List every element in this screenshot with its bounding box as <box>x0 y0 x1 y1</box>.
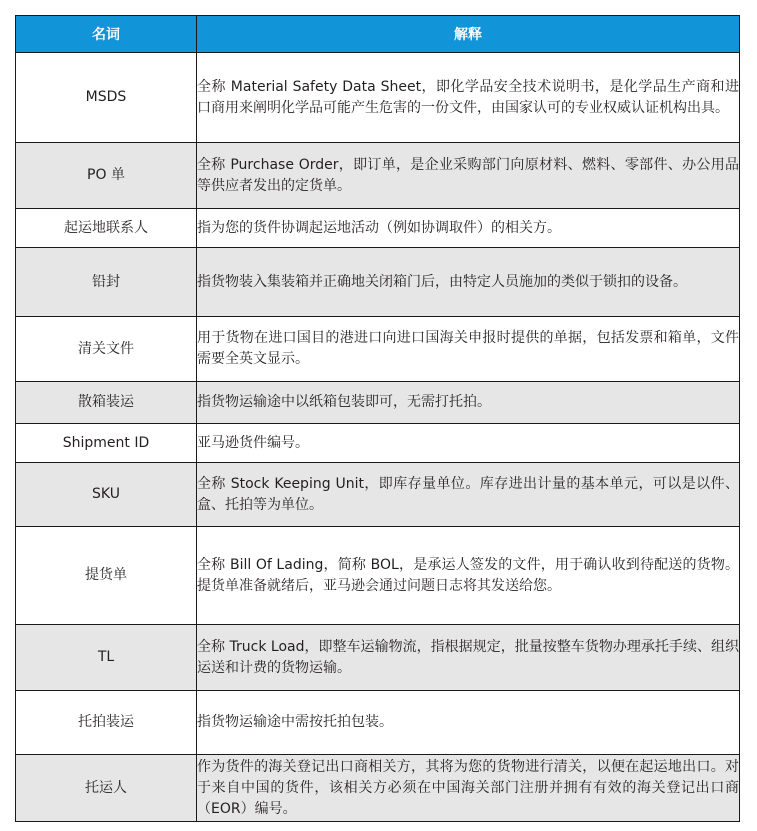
definition-cell: 全称 Material Safety Data Sheet，即化学品安全技术说明书，是化学品生产商和进口商用来阐明化学品可能产生危害的一份文件，由国家认可的专业权威认证机构出具。 <box>197 53 740 143</box>
definition-cell: 指为您的货件协调起运地活动（例如协调取件）的相关方。 <box>197 209 740 248</box>
definition-cell: 全称 Truck Load，即整车运输物流，指根据规定，批量按整车货物办理承托手续、组织运送和计费的货物运输。 <box>197 625 740 691</box>
definition-cell: 指货物运输途中需按托拍包装。 <box>197 691 740 755</box>
term-cell: 散箱装运 <box>16 382 197 424</box>
term-cell: MSDS <box>16 53 197 143</box>
definition-cell: 全称 Purchase Order，即订单，是企业采购部门向原材料、燃料、零部件、办公用品等供应者发出的定货单。 <box>197 143 740 209</box>
term-cell: SKU <box>16 463 197 527</box>
definition-cell: 全称 Stock Keeping Unit，即库存量单位。库存进出计量的基本单元，可以是以件、盒、托拍等为单位。 <box>197 463 740 527</box>
table-row <box>16 209 740 248</box>
table-row <box>16 143 740 209</box>
table-row <box>16 382 740 424</box>
table-row <box>16 625 740 691</box>
term-cell: PO 单 <box>16 143 197 209</box>
table-row <box>16 755 740 822</box>
table-row <box>16 317 740 382</box>
table-header-row <box>16 16 740 53</box>
table-row <box>16 691 740 755</box>
column-header-definition: 解释 <box>197 16 740 53</box>
term-cell: 托拍装运 <box>16 691 197 755</box>
table-row <box>16 527 740 625</box>
glossary-table <box>15 15 740 822</box>
definition-cell: 指货物装入集装箱并正确地关闭箱门后，由特定人员施加的类似于锁扣的设备。 <box>197 248 740 317</box>
definition-cell: 全称 Bill Of Lading，简称 BOL，是承运人签发的文件，用于确认收到待配送的货物。提货单准备就绪后，亚马逊会通过问题日志将其发送给您。 <box>197 527 740 625</box>
term-cell: 提货单 <box>16 527 197 625</box>
definition-cell: 用于货物在进口国目的港进口向进口国海关申报时提供的单据，包括发票和箱单，文件需要全英文显示。 <box>197 317 740 382</box>
table-row <box>16 424 740 463</box>
table-row <box>16 463 740 527</box>
term-cell: TL <box>16 625 197 691</box>
table-row <box>16 53 740 143</box>
term-cell: 托运人 <box>16 755 197 822</box>
column-header-term: 名词 <box>16 16 197 53</box>
term-cell: Shipment ID <box>16 424 197 463</box>
definition-cell: 作为货件的海关登记出口商相关方，其将为您的货物进行清关，以便在起运地出口。对于来自中国的货件，该相关方必须在中国海关部门注册并拥有有效的海关登记出口商（EOR）编号。 <box>197 755 740 822</box>
term-cell: 起运地联系人 <box>16 209 197 248</box>
definition-cell: 亚马逊货件编号。 <box>197 424 740 463</box>
definition-cell: 指货物运输途中以纸箱包装即可，无需打托拍。 <box>197 382 740 424</box>
term-cell: 铅封 <box>16 248 197 317</box>
table-row <box>16 248 740 317</box>
term-cell: 清关文件 <box>16 317 197 382</box>
